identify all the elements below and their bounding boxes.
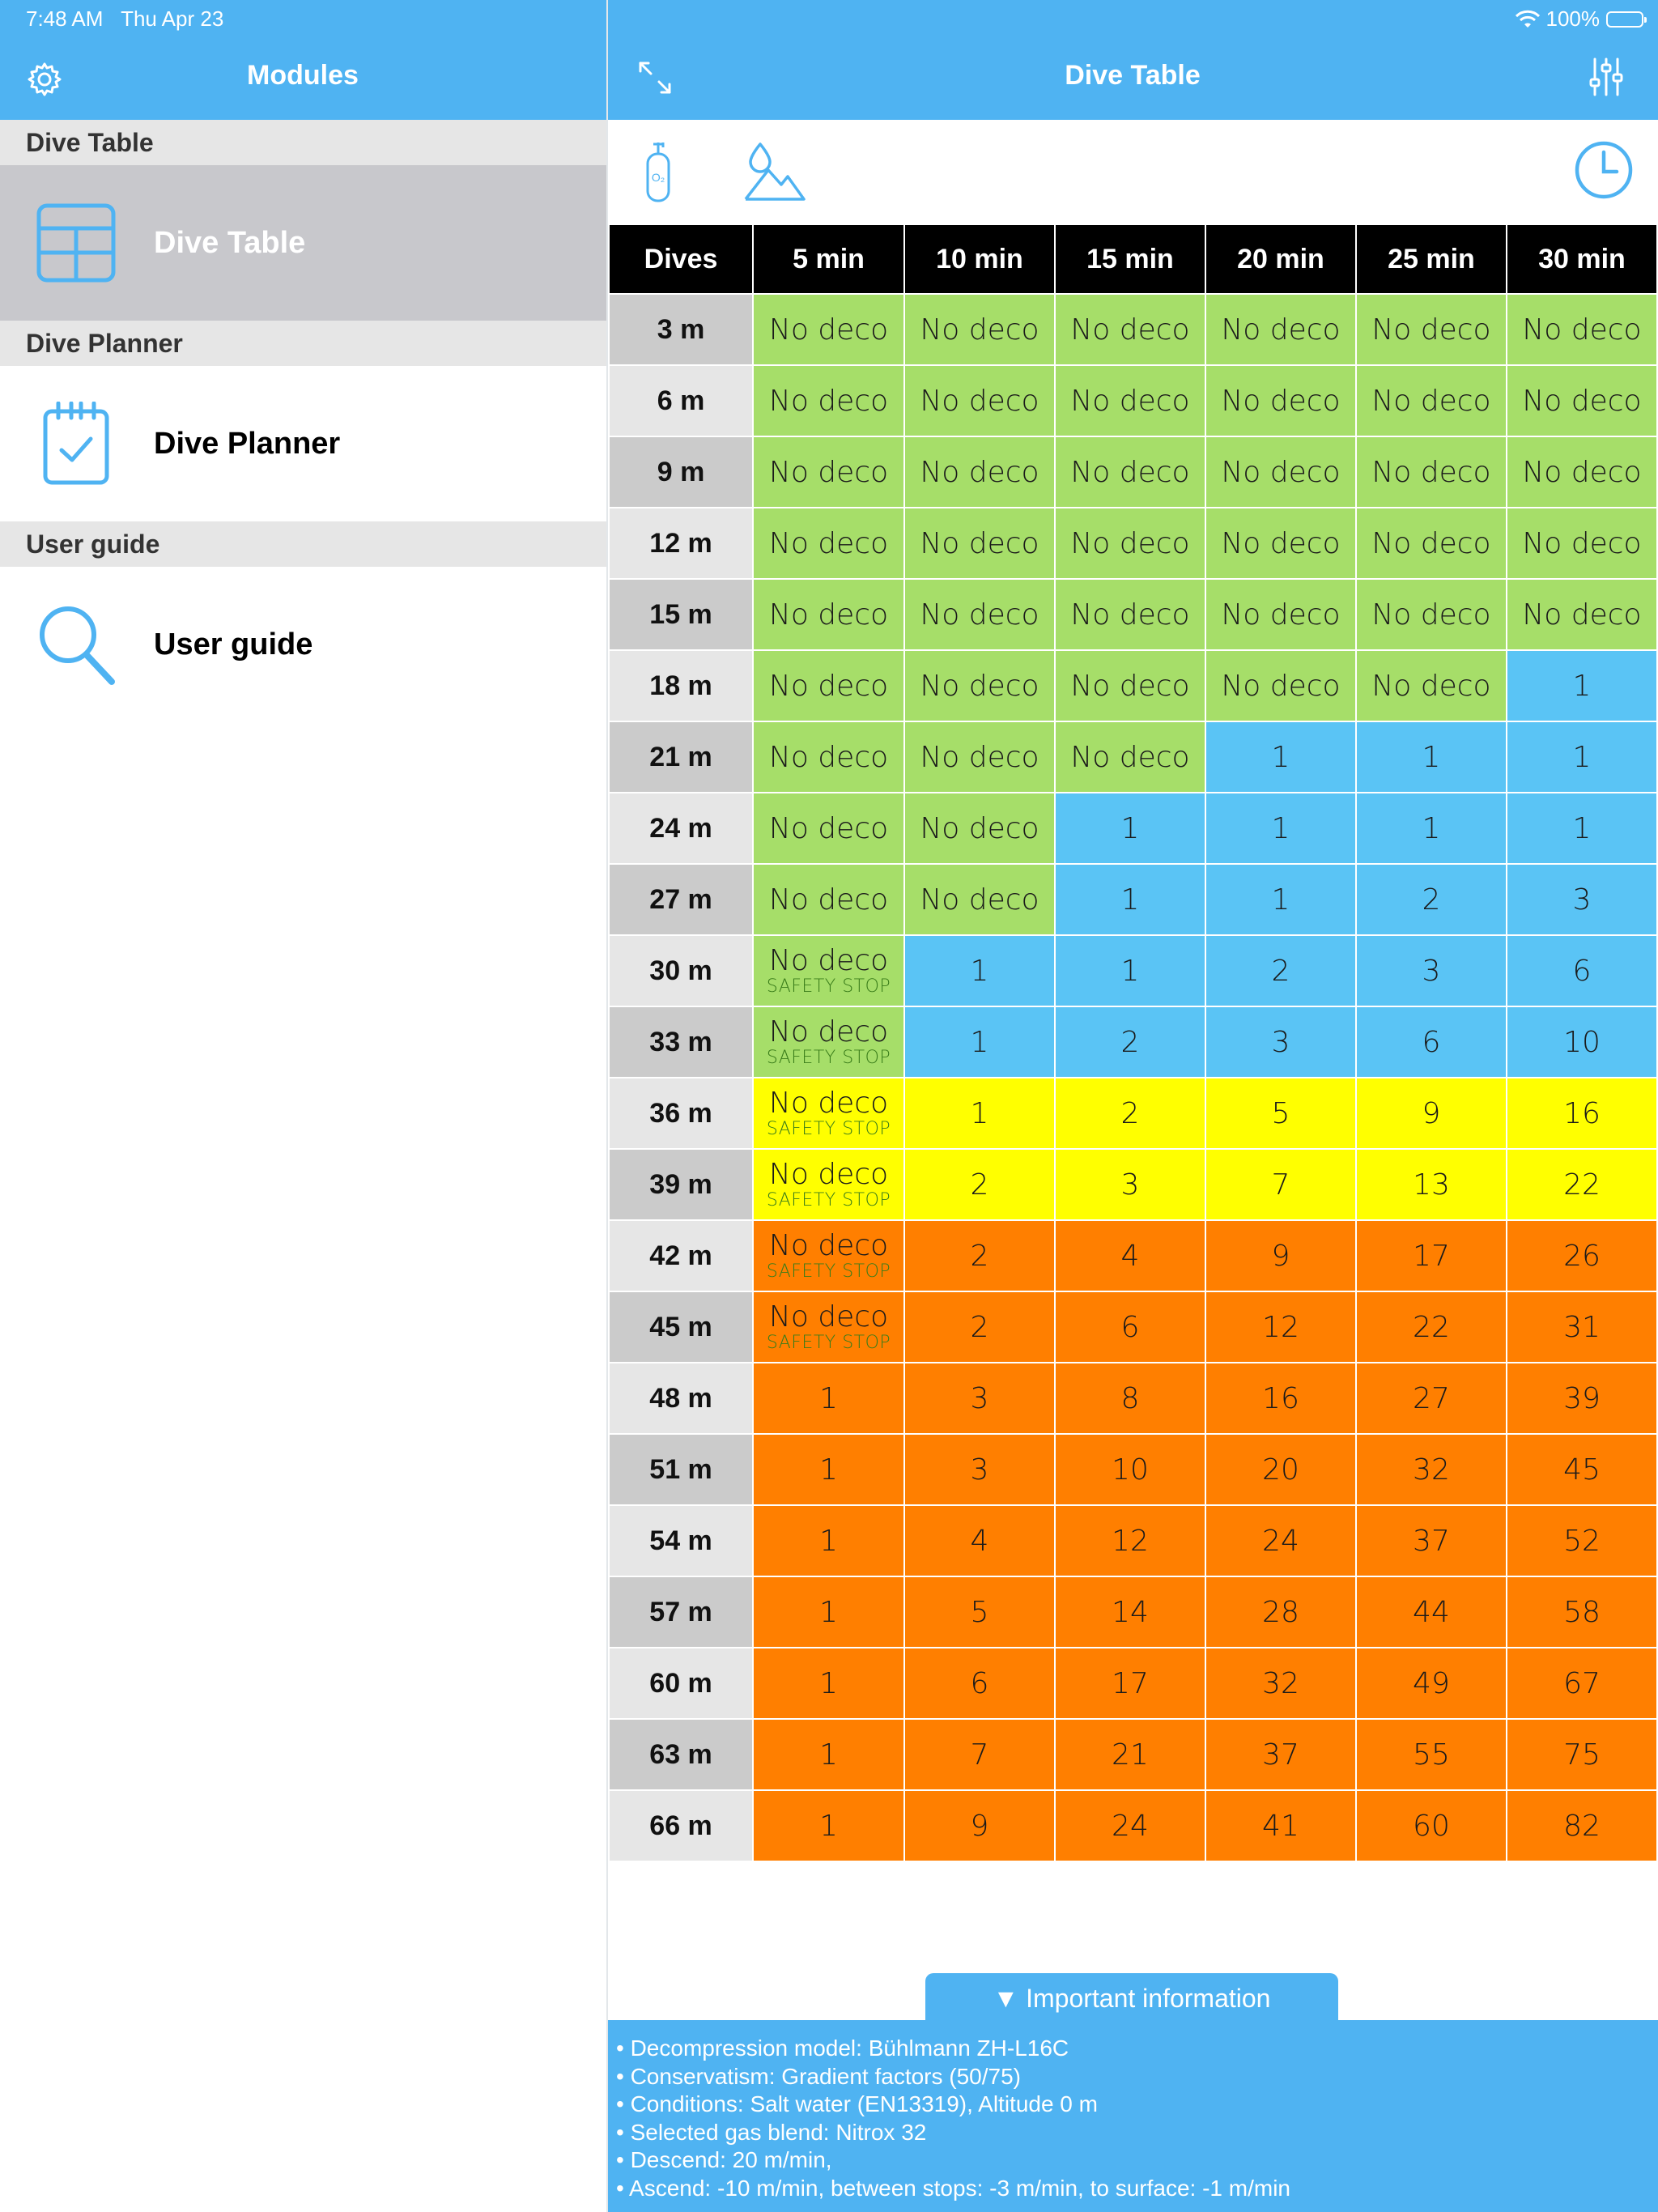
table-cell[interactable]: No deco: [1055, 721, 1205, 793]
column-header-time: 30 min: [1507, 224, 1657, 294]
table-cell[interactable]: 67: [1507, 1648, 1657, 1719]
table-cell[interactable]: 6: [1507, 935, 1657, 1006]
depth-label: 15 m: [609, 579, 753, 650]
table-cell[interactable]: No deco: [753, 721, 904, 793]
table-row: [609, 721, 1657, 793]
table-cell[interactable]: 39: [1507, 1363, 1657, 1434]
depth-label: 24 m: [609, 793, 753, 864]
table-cell[interactable]: 6: [904, 1648, 1055, 1719]
sidebar-item-dive-table[interactable]: [0, 165, 606, 321]
cell-value: No deco: [768, 1015, 889, 1049]
gear-icon[interactable]: [26, 61, 63, 98]
table-cell[interactable]: No deco: [904, 294, 1055, 365]
depth-label: 18 m: [609, 650, 753, 721]
column-header-time: 20 min: [1205, 224, 1356, 294]
table-cell[interactable]: 82: [1507, 1790, 1657, 1861]
table-cell[interactable]: 6: [1356, 1006, 1507, 1078]
table-cell[interactable]: 52: [1507, 1505, 1657, 1576]
table-cell[interactable]: No deco: [904, 793, 1055, 864]
column-header-time: 15 min: [1055, 224, 1205, 294]
table-cell[interactable]: No deco: [904, 508, 1055, 579]
table-cell[interactable]: 6: [1055, 1291, 1205, 1363]
depth-label: 51 m: [609, 1434, 753, 1505]
table-cell[interactable]: 22: [1507, 1149, 1657, 1220]
table-cell[interactable]: No deco: [753, 508, 904, 579]
table-cell[interactable]: 1: [904, 935, 1055, 1006]
table-cell[interactable]: No deco: [1356, 650, 1507, 721]
depth-label: 66 m: [609, 1790, 753, 1861]
table-cell[interactable]: No deco: [753, 793, 904, 864]
table-cell[interactable]: 2: [1055, 1006, 1205, 1078]
table-cell[interactable]: No deco: [753, 650, 904, 721]
table-cell[interactable]: 49: [1356, 1648, 1507, 1719]
table-cell[interactable]: No deco: [904, 864, 1055, 935]
table-cell[interactable]: 2: [904, 1291, 1055, 1363]
table-row: [609, 935, 1657, 1006]
column-header-time: 5 min: [753, 224, 904, 294]
depth-label: 60 m: [609, 1648, 753, 1719]
table-row: [609, 1505, 1657, 1576]
column-header-dives: Dives: [609, 224, 753, 294]
sidebar-title: Modules: [247, 60, 359, 91]
table-cell[interactable]: No deco: [904, 436, 1055, 508]
dive-table: [608, 223, 1658, 1862]
safety-stop-label: SAFETY STOP: [766, 1048, 891, 1068]
table-cell[interactable]: No deco: [1055, 294, 1205, 365]
column-header-time: 25 min: [1356, 224, 1507, 294]
table-cell[interactable]: No deco: [1205, 579, 1356, 650]
table-cell[interactable]: No deco: [753, 436, 904, 508]
table-toolbar: [608, 120, 1658, 223]
safety-stop-label: SAFETY STOP: [766, 1190, 891, 1210]
table-cell[interactable]: 3: [1356, 935, 1507, 1006]
cell-value: No deco: [768, 1087, 889, 1120]
table-cell[interactable]: 1: [753, 1790, 904, 1861]
table-cell[interactable]: 9: [904, 1790, 1055, 1861]
table-row: [609, 1006, 1657, 1078]
table-cell[interactable]: 20: [1205, 1434, 1356, 1505]
table-cell[interactable]: No deco: [1507, 365, 1657, 436]
safety-stop-label: SAFETY STOP: [766, 1119, 891, 1139]
table-cell[interactable]: 24: [1055, 1790, 1205, 1861]
table-cell[interactable]: 32: [1205, 1648, 1356, 1719]
table-row: [609, 436, 1657, 508]
table-cell[interactable]: 1: [753, 1719, 904, 1790]
table-cell[interactable]: 1: [1356, 793, 1507, 864]
table-cell[interactable]: No deco: [753, 579, 904, 650]
table-cell[interactable]: 1: [1507, 650, 1657, 721]
table-cell[interactable]: 37: [1356, 1505, 1507, 1576]
table-cell[interactable]: No deco: [753, 365, 904, 436]
info-line: • Conditions: Salt water (EN13319), Altitude 0 m: [616, 2091, 1098, 2116]
table-cell[interactable]: No deco: [1055, 650, 1205, 721]
cell-value: No deco: [768, 1158, 889, 1191]
table-row: [609, 1363, 1657, 1434]
table-cell[interactable]: 1: [1055, 935, 1205, 1006]
depth-label: 36 m: [609, 1078, 753, 1149]
table-row: [609, 864, 1657, 935]
status-indicators: [1516, 6, 1644, 32]
table-row: [609, 365, 1657, 436]
table-cell[interactable]: 60: [1356, 1790, 1507, 1861]
sidebar-item-dive-planner[interactable]: [0, 366, 606, 521]
table-cell[interactable]: No deco: [1205, 436, 1356, 508]
table-cell[interactable]: No deco: [1356, 365, 1507, 436]
table-cell[interactable]: 3: [1205, 1006, 1356, 1078]
section-header-dive-planner: Dive Planner: [0, 321, 606, 366]
table-header-row: [609, 224, 1657, 294]
depth-label: 21 m: [609, 721, 753, 793]
table-cell[interactable]: 13: [1356, 1149, 1507, 1220]
status-time: [26, 6, 223, 32]
table-row: [609, 1220, 1657, 1291]
table-cell[interactable]: 58: [1507, 1576, 1657, 1648]
magnifier-icon: [36, 602, 117, 687]
column-header-time: 10 min: [904, 224, 1055, 294]
table-cell[interactable]: 9: [1205, 1220, 1356, 1291]
table-cell[interactable]: [753, 1149, 904, 1220]
table-cell[interactable]: 14: [1055, 1576, 1205, 1648]
table-cell[interactable]: 27: [1356, 1363, 1507, 1434]
table-cell[interactable]: [753, 1078, 904, 1149]
safety-stop-label: SAFETY STOP: [766, 1261, 891, 1282]
table-cell[interactable]: 8: [1055, 1363, 1205, 1434]
table-cell[interactable]: No deco: [753, 864, 904, 935]
section-header-dive-table: Dive Table: [0, 120, 606, 165]
table-cell[interactable]: 10: [1055, 1434, 1205, 1505]
svg-text:O₂: O₂: [651, 171, 665, 184]
table-cell[interactable]: No deco: [1507, 294, 1657, 365]
calendar-check-icon: [36, 402, 117, 486]
table-cell[interactable]: No deco: [1507, 579, 1657, 650]
cell-value: No deco: [768, 944, 889, 977]
table-cell[interactable]: No deco: [1205, 294, 1356, 365]
depth-label: 39 m: [609, 1149, 753, 1220]
table-cell[interactable]: 2: [904, 1149, 1055, 1220]
safety-stop-label: SAFETY STOP: [766, 976, 891, 997]
table-cell[interactable]: 32: [1356, 1434, 1507, 1505]
table-cell[interactable]: 1: [1205, 721, 1356, 793]
depth-label: 3 m: [609, 294, 753, 365]
table-cell[interactable]: 7: [1205, 1149, 1356, 1220]
table-row: [609, 508, 1657, 579]
water-altitude-icon[interactable]: [744, 141, 806, 202]
depth-label: 27 m: [609, 864, 753, 935]
table-cell[interactable]: No deco: [1055, 436, 1205, 508]
important-information-panel: [608, 2020, 1658, 2212]
table-cell[interactable]: No deco: [1356, 294, 1507, 365]
table-cell[interactable]: No deco: [1507, 508, 1657, 579]
o2-tank-icon[interactable]: [644, 139, 673, 204]
table-row: [609, 1291, 1657, 1363]
info-line: • Ascend: -10 m/min, between stops: -3 m/min, to surface: -1 m/min: [616, 2175, 1290, 2201]
depth-label: 30 m: [609, 935, 753, 1006]
table-cell[interactable]: No deco: [1507, 436, 1657, 508]
table-cell[interactable]: No deco: [904, 365, 1055, 436]
table-row: [609, 793, 1657, 864]
table-cell[interactable]: 55: [1356, 1719, 1507, 1790]
depth-label: 45 m: [609, 1291, 753, 1363]
table-cell[interactable]: 5: [1205, 1078, 1356, 1149]
depth-label: 63 m: [609, 1719, 753, 1790]
expand-icon[interactable]: [637, 60, 673, 96]
table-cell[interactable]: 1: [1507, 721, 1657, 793]
table-row: [609, 1434, 1657, 1505]
depth-label: 33 m: [609, 1006, 753, 1078]
table-cell[interactable]: 17: [1055, 1648, 1205, 1719]
table-cell[interactable]: [753, 1220, 904, 1291]
table-cell[interactable]: No deco: [904, 579, 1055, 650]
table-cell[interactable]: 2: [1205, 935, 1356, 1006]
table-cell[interactable]: No deco: [1205, 508, 1356, 579]
clock-icon[interactable]: [1573, 139, 1635, 201]
table-cell[interactable]: No deco: [1055, 579, 1205, 650]
depth-label: 9 m: [609, 436, 753, 508]
table-row: [609, 1576, 1657, 1648]
main-title: Dive Table: [1065, 60, 1201, 91]
table-cell[interactable]: 3: [904, 1434, 1055, 1505]
table-cell[interactable]: 2: [1055, 1078, 1205, 1149]
table-cell[interactable]: No deco: [1356, 579, 1507, 650]
table-cell[interactable]: 28: [1205, 1576, 1356, 1648]
table-cell[interactable]: No deco: [904, 721, 1055, 793]
info-line: • Selected gas blend: Nitrox 32: [616, 2119, 927, 2145]
cell-value: No deco: [768, 1300, 889, 1334]
table-cell[interactable]: 41: [1205, 1790, 1356, 1861]
sliders-icon[interactable]: [1588, 57, 1624, 97]
table-cell[interactable]: 1: [1055, 864, 1205, 935]
table-cell[interactable]: 1: [753, 1434, 904, 1505]
sidebar-nav-bar: [0, 0, 606, 120]
table-row: [609, 1719, 1657, 1790]
table-cell[interactable]: No deco: [1356, 436, 1507, 508]
table-cell[interactable]: 2: [904, 1220, 1055, 1291]
table-cell[interactable]: 3: [1507, 864, 1657, 935]
section-header-user-guide: User guide: [0, 521, 606, 567]
depth-label: 12 m: [609, 508, 753, 579]
table-cell[interactable]: No deco: [1356, 508, 1507, 579]
table-cell[interactable]: 3: [904, 1363, 1055, 1434]
table-row: [609, 579, 1657, 650]
table-cell[interactable]: 1: [1205, 864, 1356, 935]
depth-label: 48 m: [609, 1363, 753, 1434]
table-cell[interactable]: 10: [1507, 1006, 1657, 1078]
table-cell[interactable]: 9: [1356, 1078, 1507, 1149]
table-cell[interactable]: 44: [1356, 1576, 1507, 1648]
table-cell[interactable]: No deco: [1055, 508, 1205, 579]
table-cell[interactable]: No deco: [1205, 650, 1356, 721]
sidebar-item-user-guide[interactable]: [0, 567, 606, 722]
table-row: [609, 1790, 1657, 1861]
table-cell[interactable]: 4: [1055, 1220, 1205, 1291]
important-information-toggle[interactable]: ▼ Important information: [925, 1973, 1338, 2020]
sidebar-item-label: Dive Table: [154, 226, 306, 260]
pane-divider: [606, 0, 608, 2212]
main-nav-bar: [608, 0, 1658, 120]
table-cell[interactable]: 12: [1055, 1505, 1205, 1576]
table-cell[interactable]: 4: [904, 1505, 1055, 1576]
depth-label: 54 m: [609, 1505, 753, 1576]
table-cell[interactable]: 26: [1507, 1220, 1657, 1291]
table-cell[interactable]: 1: [904, 1006, 1055, 1078]
table-cell[interactable]: 31: [1507, 1291, 1657, 1363]
table-cell[interactable]: 24: [1205, 1505, 1356, 1576]
table-cell[interactable]: [753, 935, 904, 1006]
table-cell[interactable]: No deco: [904, 650, 1055, 721]
info-line: • Decompression model: Bühlmann ZH-L16C: [616, 2035, 1069, 2061]
status-date: Thu Apr 23: [121, 6, 224, 31]
table-cell[interactable]: 16: [1507, 1078, 1657, 1149]
table-row: [609, 1078, 1657, 1149]
table-cell[interactable]: 1: [753, 1505, 904, 1576]
table-cell[interactable]: 45: [1507, 1434, 1657, 1505]
table-row: [609, 1648, 1657, 1719]
wifi-icon: [1516, 10, 1540, 29]
depth-label: 6 m: [609, 365, 753, 436]
table-cell[interactable]: 16: [1205, 1363, 1356, 1434]
battery-percent: 100%: [1545, 6, 1600, 31]
table-cell[interactable]: 17: [1356, 1220, 1507, 1291]
depth-label: 57 m: [609, 1576, 753, 1648]
safety-stop-label: SAFETY STOP: [766, 1333, 891, 1353]
table-cell[interactable]: 37: [1205, 1719, 1356, 1790]
table-cell[interactable]: 21: [1055, 1719, 1205, 1790]
cell-value: No deco: [768, 1229, 889, 1262]
table-cell[interactable]: 1: [1507, 793, 1657, 864]
table-cell[interactable]: No deco: [1055, 365, 1205, 436]
depth-label: 42 m: [609, 1220, 753, 1291]
table-cell[interactable]: 75: [1507, 1719, 1657, 1790]
info-line: • Conservatism: Gradient factors (50/75): [616, 2063, 1021, 2089]
table-cell[interactable]: 1: [753, 1648, 904, 1719]
table-row: [609, 1149, 1657, 1220]
table-cell[interactable]: 1: [753, 1363, 904, 1434]
table-cell[interactable]: 7: [904, 1719, 1055, 1790]
sidebar-item-label: User guide: [154, 627, 313, 661]
table-row: [609, 294, 1657, 365]
table-icon: [36, 201, 117, 285]
dive-table-scroll-area[interactable]: [608, 223, 1658, 1862]
table-cell[interactable]: 3: [1055, 1149, 1205, 1220]
table-cell[interactable]: [753, 1006, 904, 1078]
table-row: [609, 650, 1657, 721]
table-cell[interactable]: [753, 1291, 904, 1363]
table-cell[interactable]: No deco: [1205, 365, 1356, 436]
status-clock: 7:48 AM: [26, 6, 104, 31]
table-cell[interactable]: 1: [1055, 793, 1205, 864]
battery-icon: [1606, 11, 1643, 28]
table-cell[interactable]: 1: [1356, 721, 1507, 793]
table-cell[interactable]: No deco: [753, 294, 904, 365]
table-cell[interactable]: 1: [904, 1078, 1055, 1149]
table-cell[interactable]: 5: [904, 1576, 1055, 1648]
table-cell[interactable]: 22: [1356, 1291, 1507, 1363]
info-line: • Descend: 20 m/min,: [616, 2147, 832, 2172]
table-cell[interactable]: 2: [1356, 864, 1507, 935]
table-cell[interactable]: 12: [1205, 1291, 1356, 1363]
sidebar-item-label: Dive Planner: [154, 427, 341, 461]
table-cell[interactable]: 1: [1205, 793, 1356, 864]
table-cell[interactable]: 1: [753, 1576, 904, 1648]
